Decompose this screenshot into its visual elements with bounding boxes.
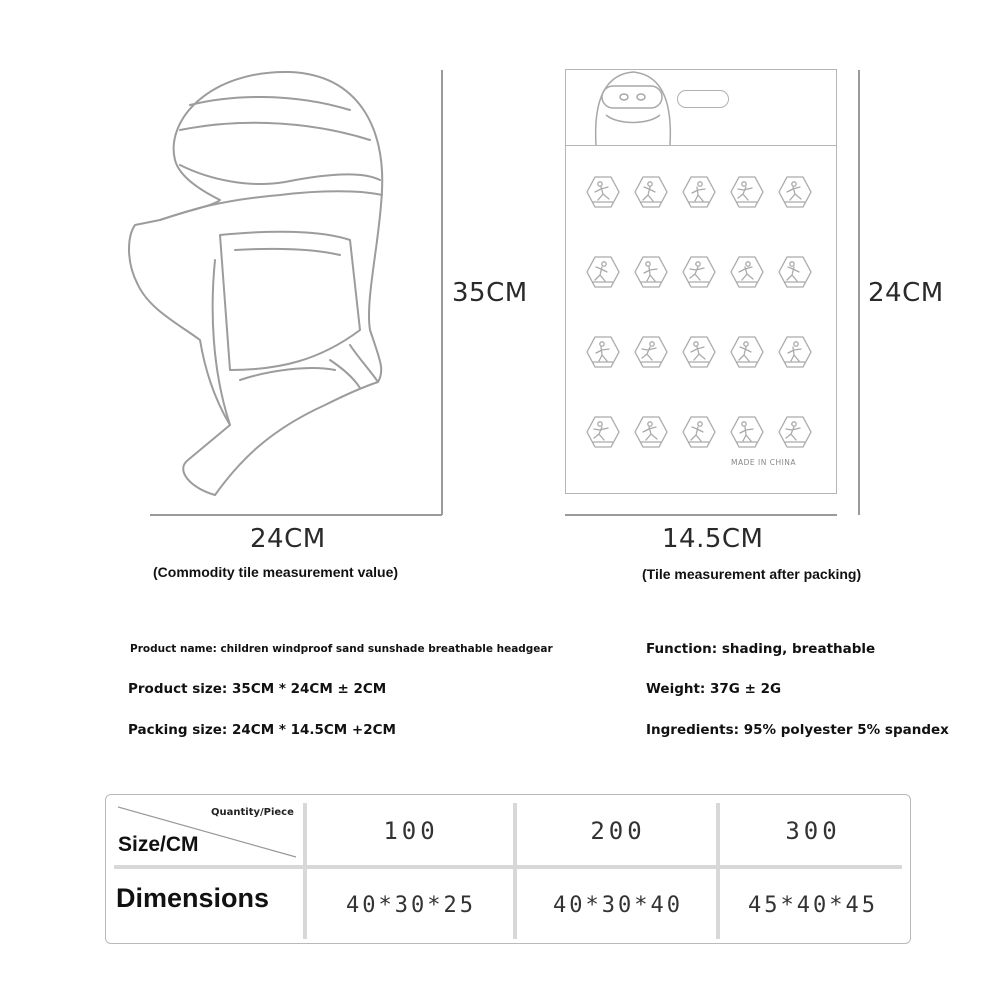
hang-hole (677, 90, 729, 108)
made-in-label: MADE IN CHINA (731, 458, 797, 467)
product-width-label: 24CM (250, 524, 326, 554)
quantity-cell: 100 (383, 817, 439, 845)
product-size-text: Product size: 35CM * 24CM ± 2CM (128, 681, 387, 697)
boxing-icon (682, 335, 716, 369)
running-icon (634, 255, 668, 289)
column-separator (303, 803, 307, 939)
weight-text: Weight: 37G ± 2G (646, 681, 782, 697)
product-name-text: Product name: children windproof sand sunshade breathable headgear (130, 643, 553, 655)
dimension-cell: 40*30*25 (346, 893, 476, 918)
skiing-icon (586, 175, 620, 209)
width-dimension-line (150, 514, 442, 516)
hiking-icon (586, 415, 620, 449)
package-width-label: 14.5CM (662, 524, 764, 554)
quantity-cell: 200 (590, 817, 646, 845)
packing-caption: (Tile measurement after packing) (642, 566, 862, 582)
fishing-icon (778, 335, 812, 369)
dimension-cell: 45*40*45 (748, 893, 878, 918)
snowboard-icon (634, 175, 668, 209)
packing-size-text: Packing size: 24CM * 14.5CM +2CM (128, 722, 396, 738)
skiing-downhill-icon (682, 175, 716, 209)
row-separator (114, 865, 902, 869)
corner-bottom-label: Size/CM (118, 833, 199, 856)
column-separator (513, 803, 517, 939)
trekking-icon (730, 255, 764, 289)
package-header (566, 70, 836, 146)
balaclava-illustration (120, 70, 400, 510)
climbing-icon (586, 255, 620, 289)
rock-climbing-icon (634, 415, 668, 449)
running-icon (730, 175, 764, 209)
hiking-icon (682, 255, 716, 289)
motorcycle-icon (586, 335, 620, 369)
product-height-label: 35CM (452, 278, 528, 308)
package-height-label: 24CM (868, 278, 944, 308)
corner-top-label: Quantity/Piece (211, 807, 294, 818)
cycling-icon (634, 335, 668, 369)
dimension-cell: 40*30*40 (553, 893, 683, 918)
height-dimension-line (441, 70, 443, 515)
package-illustration (565, 69, 837, 494)
soccer-icon (730, 415, 764, 449)
quantity-cell: 300 (785, 817, 841, 845)
swimming-icon (778, 175, 812, 209)
package-height-dimension-line (858, 70, 860, 515)
archery-icon (730, 335, 764, 369)
commodity-caption: (Commodity tile measurement value) (153, 564, 399, 580)
bouldering-icon (778, 255, 812, 289)
row-label: Dimensions (116, 883, 270, 913)
packing-quantity-table (105, 794, 911, 944)
function-text: Function: shading, breathable (646, 641, 876, 657)
football-icon (682, 415, 716, 449)
package-width-dimension-line (565, 514, 837, 516)
ingredients-text: Ingredients: 95% polyester 5% spandex (646, 722, 949, 738)
off-road-icon (778, 415, 812, 449)
mask-logo-icon (588, 70, 678, 145)
